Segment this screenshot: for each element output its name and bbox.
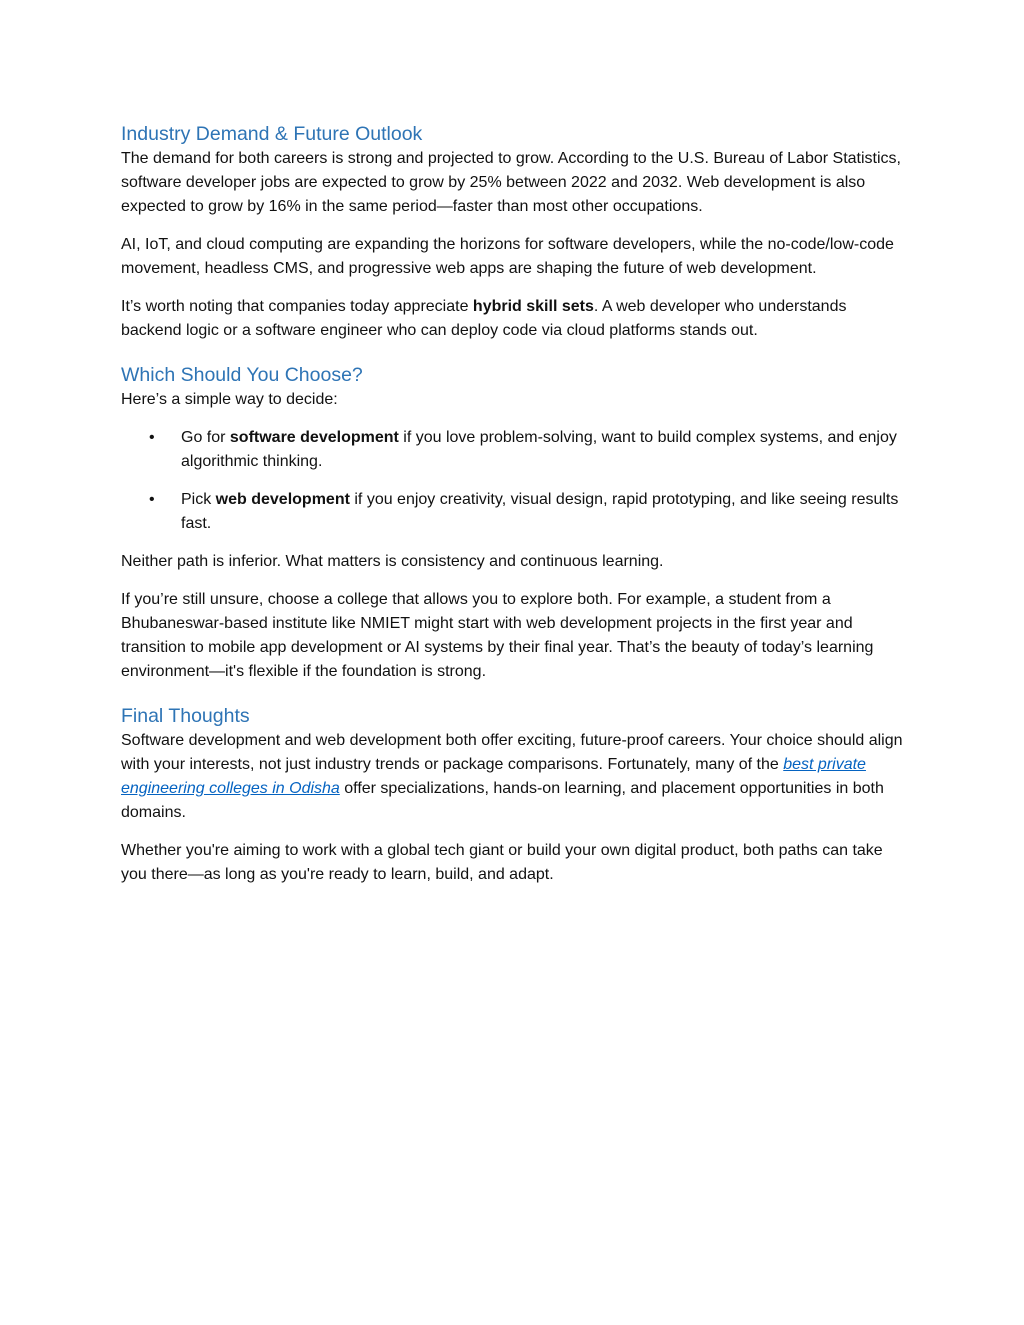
text-run: offer specializations, hands-on learning, and placement opportunities in both domains. (121, 780, 884, 821)
text-run: . A web developer who understands backend logic or a software engineer who can deploy code via cloud platforms stands out. (121, 298, 847, 339)
paragraph-demand-growth: The demand for both careers is strong and projected to grow. According to the U.S. Bureau of Labor Statistics, software developer jobs are expected to grow by 25% between 2022 and 2032. Web development is also expected to grow by 16% in the same period—faster than most other occupations. (121, 150, 901, 215)
paragraph-decide-intro: Here’s a simple way to decide: (121, 391, 338, 408)
bullet-icon: • (149, 429, 155, 446)
paragraph-both-paths: Whether you're aiming to work with a global tech giant or build your own digital product, both paths can take you there—as long as you're ready to learn, build, and adapt. (121, 842, 883, 883)
paragraph-still-unsure: If you’re still unsure, choose a college that allows you to explore both. For example, a student from a Bhubaneswar-based institute like NMIET might start with web development projects in the first year and transition to mobile app development or AI systems by their final year. That’s the beauty of today’s learning environment—it's flexible if the foundation is strong. (121, 591, 874, 680)
document-page (121, 121, 907, 901)
bold-text-software-development: software development (229, 429, 399, 446)
text-run: Go for (181, 429, 230, 446)
decision-list (121, 426, 907, 536)
bold-text-hybrid-skill-sets: hybrid skill sets (472, 298, 594, 315)
bullet-icon: • (149, 491, 155, 508)
text-run: if you enjoy creativity, visual design, rapid prototyping, and like seeing results fast. (181, 491, 899, 532)
paragraph-tech-horizons: AI, IoT, and cloud computing are expanding the horizons for software developers, while the no-code/low-code movement, headless CMS, and progressive web apps are shaping the future of web development. (121, 236, 894, 277)
odisha-colleges-link[interactable]: best private engineering colleges in Odisha (121, 756, 866, 797)
list-item (121, 488, 907, 536)
section-heading-which-choose: Which Should You Choose? (121, 364, 363, 386)
text-run: Software development and web development both offer exciting, future-proof careers. Your choice should align with your interests, not just industry trends or package comparisons. Fortunately, many of the (121, 732, 903, 773)
text-run: It’s worth noting that companies today appreciate (121, 298, 473, 315)
section-heading-final-thoughts: Final Thoughts (121, 705, 250, 727)
text-run: Pick (181, 491, 216, 508)
bold-text-web-development: web development (215, 491, 350, 508)
paragraph-hybrid-skills (121, 295, 907, 343)
list-item (121, 426, 907, 474)
section-heading-industry-demand: Industry Demand & Future Outlook (121, 123, 423, 145)
text-run: if you love problem-solving, want to build complex systems, and enjoy algorithmic thinking. (181, 429, 897, 470)
paragraph-final-choice (121, 729, 907, 825)
paragraph-neither-inferior: Neither path is inferior. What matters is consistency and continuous learning. (121, 553, 664, 570)
